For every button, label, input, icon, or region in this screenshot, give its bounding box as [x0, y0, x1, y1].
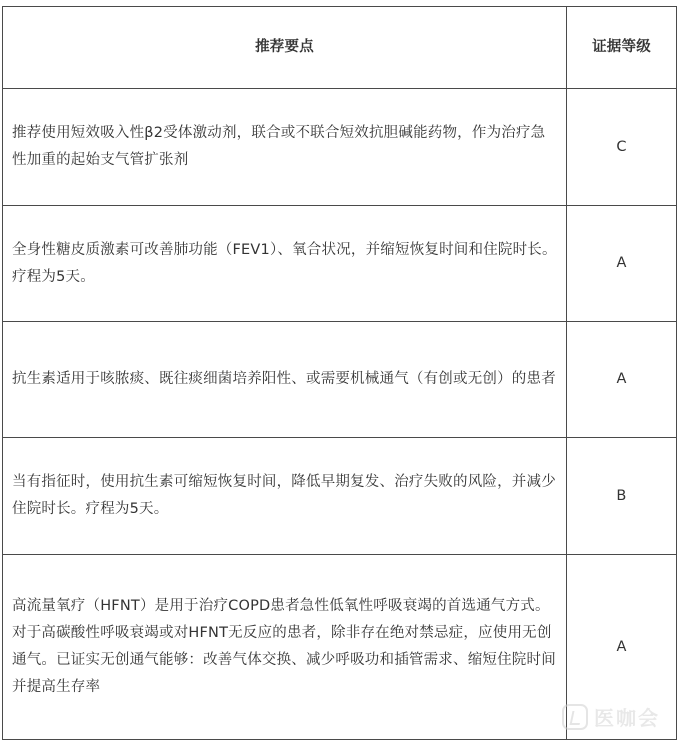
table-row [3, 322, 677, 438]
table-row [3, 206, 677, 322]
recommendation-table [2, 6, 677, 740]
recommendation-point-cell: 推荐使用短效吸入性β2受体激动剂，联合或不联合短效抗胆碱能药物，作为治疗急性加重的起始支气管扩张剂 [3, 89, 567, 206]
evidence-grade-cell: A [567, 322, 677, 438]
watermark [562, 702, 660, 731]
recommendation-point-cell: 抗生素适用于咳脓痰、既往痰细菌培养阳性、或需要机械通气（有创或无创）的患者 [3, 322, 567, 438]
recommendation-point-cell: 当有指征时，使用抗生素可缩短恢复时间，降低早期复发、治疗失败的风险，并减少住院时长。疗程为5天。 [3, 438, 567, 555]
evidence-grade-cell: C [567, 89, 677, 206]
yikahui-logo-icon [562, 704, 588, 730]
header-recommendation-point: 推荐要点 [3, 7, 567, 89]
header-evidence-grade: 证据等级 [567, 7, 677, 89]
watermark-text: 医咖会 [594, 706, 660, 730]
table-row [3, 89, 677, 206]
evidence-grade-cell: A [567, 555, 677, 740]
table-row [3, 438, 677, 555]
evidence-grade-cell: A [567, 206, 677, 322]
evidence-grade-cell: B [567, 438, 677, 555]
recommendation-point-cell: 全身性糖皮质激素可改善肺功能（FEV1）、氧合状况，并缩短恢复时间和住院时长。疗程为5天。 [3, 206, 567, 322]
recommendation-point-cell: 高流量氧疗（HFNT）是用于治疗COPD患者急性低氧性呼吸衰竭的首选通气方式。对于高碳酸性呼吸衰竭或对HFNT无反应的患者，除非存在绝对禁忌症，应使用无创通气。已证实无创通气能够：改善气体交换、减少呼吸功和插管需求、缩短住院时间并提高生存率 [3, 555, 567, 740]
table-header-row [3, 7, 677, 89]
